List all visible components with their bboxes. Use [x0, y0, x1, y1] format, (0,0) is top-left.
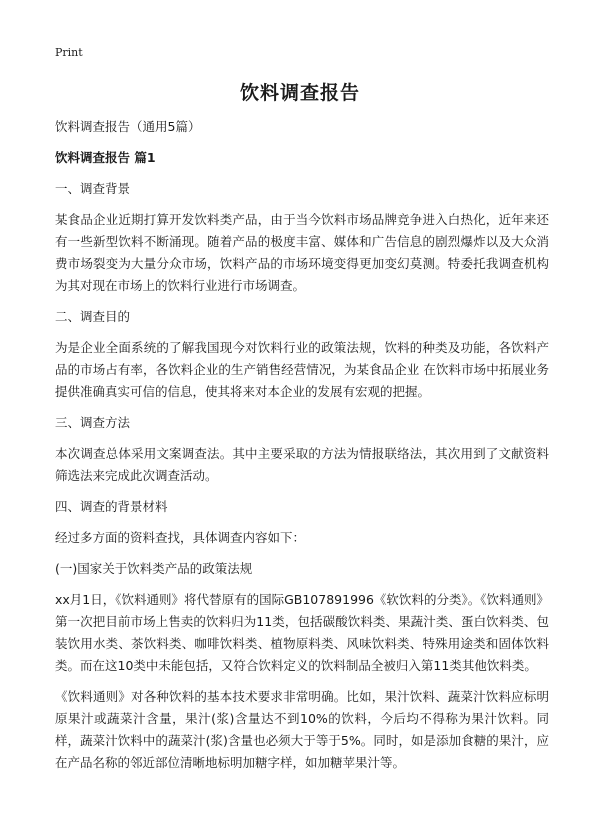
- paragraph-policy-2: 《饮料通则》对各种饮料的基本技术要求非常明确。比如，果汁饮料、蔬菜汁饮料应标明原果汁或蔬菜汁含量，果汁(浆)含量达不到10%的饮料，今后均不得称为果汁饮料。同样，蔬菜汁饮料中的蔬菜汁(浆)含量也必须大于等于5%。同时，如是添加食糖的果汁，应在产品名称的邻近部位清晰地标明加糖字样，如加糖苹果汁等。: [55, 689, 549, 770]
- document-title: 饮料调查报告: [239, 82, 360, 104]
- article-heading: 饮料调查报告 篇1: [55, 150, 156, 165]
- paragraph-policy-1: xx月1日，《饮料通则》将代替原有的国际GB107891996《软饮料的分类》。《饮料通则》第一次把目前市场上售卖的饮料归为11类，包括碳酸饮料类、果蔬汁类、蛋白饮料类、包装饮用水类、茶饮料类、咖啡饮料类、植物原料类、风味饮料类、特殊用途类和固体饮料类。而在这10类中未能包括，又符合饮料定义的饮料制品全被归入第11类其他饮料类。: [55, 592, 549, 673]
- document-subtitle: 饮料调查报告（通用5篇）: [55, 119, 201, 134]
- paragraph-method: 本次调查总体采用文案调查法。其中主要采取的方法为情报联络法，其次用到了文献资料筛选法来完成此次调查活动。: [55, 446, 549, 483]
- paragraph-purpose: 为是企业全面系统的了解我国现今对饮料行业的政策法规，饮料的种类及功能，各饮料产品的市场占有率，各饮料企业的生产销售经营情况，为某食品企业 在饮料市场中拓展业务提供准确真实可信的信息，使其将来对本企业的发展有宏观的把握。: [55, 340, 549, 399]
- section-heading-purpose: 二、调查目的: [55, 309, 131, 324]
- section-heading-materials: 四、调查的背景材料: [55, 499, 168, 514]
- paragraph-background: 某食品企业近期打算开发饮料类产品，由于当今饮料市场品牌竞争进入白热化，近年来还有一些新型饮料不断涌现。随着产品的极度丰富、媒体和广告信息的剧烈爆炸以及大众消费市场裂变为大量分众市场，饮料产品的市场环境变得更加变幻莫测。特委托我调查机构为其对现在市场上的饮料行业进行市场调查。: [55, 212, 549, 293]
- section-heading-background: 一、调查背景: [55, 181, 131, 196]
- section-heading-policy: (一)国家关于饮料类产品的政策法规: [55, 561, 253, 576]
- section-heading-method: 三、调查方法: [55, 415, 131, 430]
- document-body: [55, 116, 549, 783]
- paragraph-materials-intro: 经过多方面的资料查找，具体调查内容如下：: [55, 530, 306, 545]
- print-link[interactable]: Print: [55, 46, 83, 59]
